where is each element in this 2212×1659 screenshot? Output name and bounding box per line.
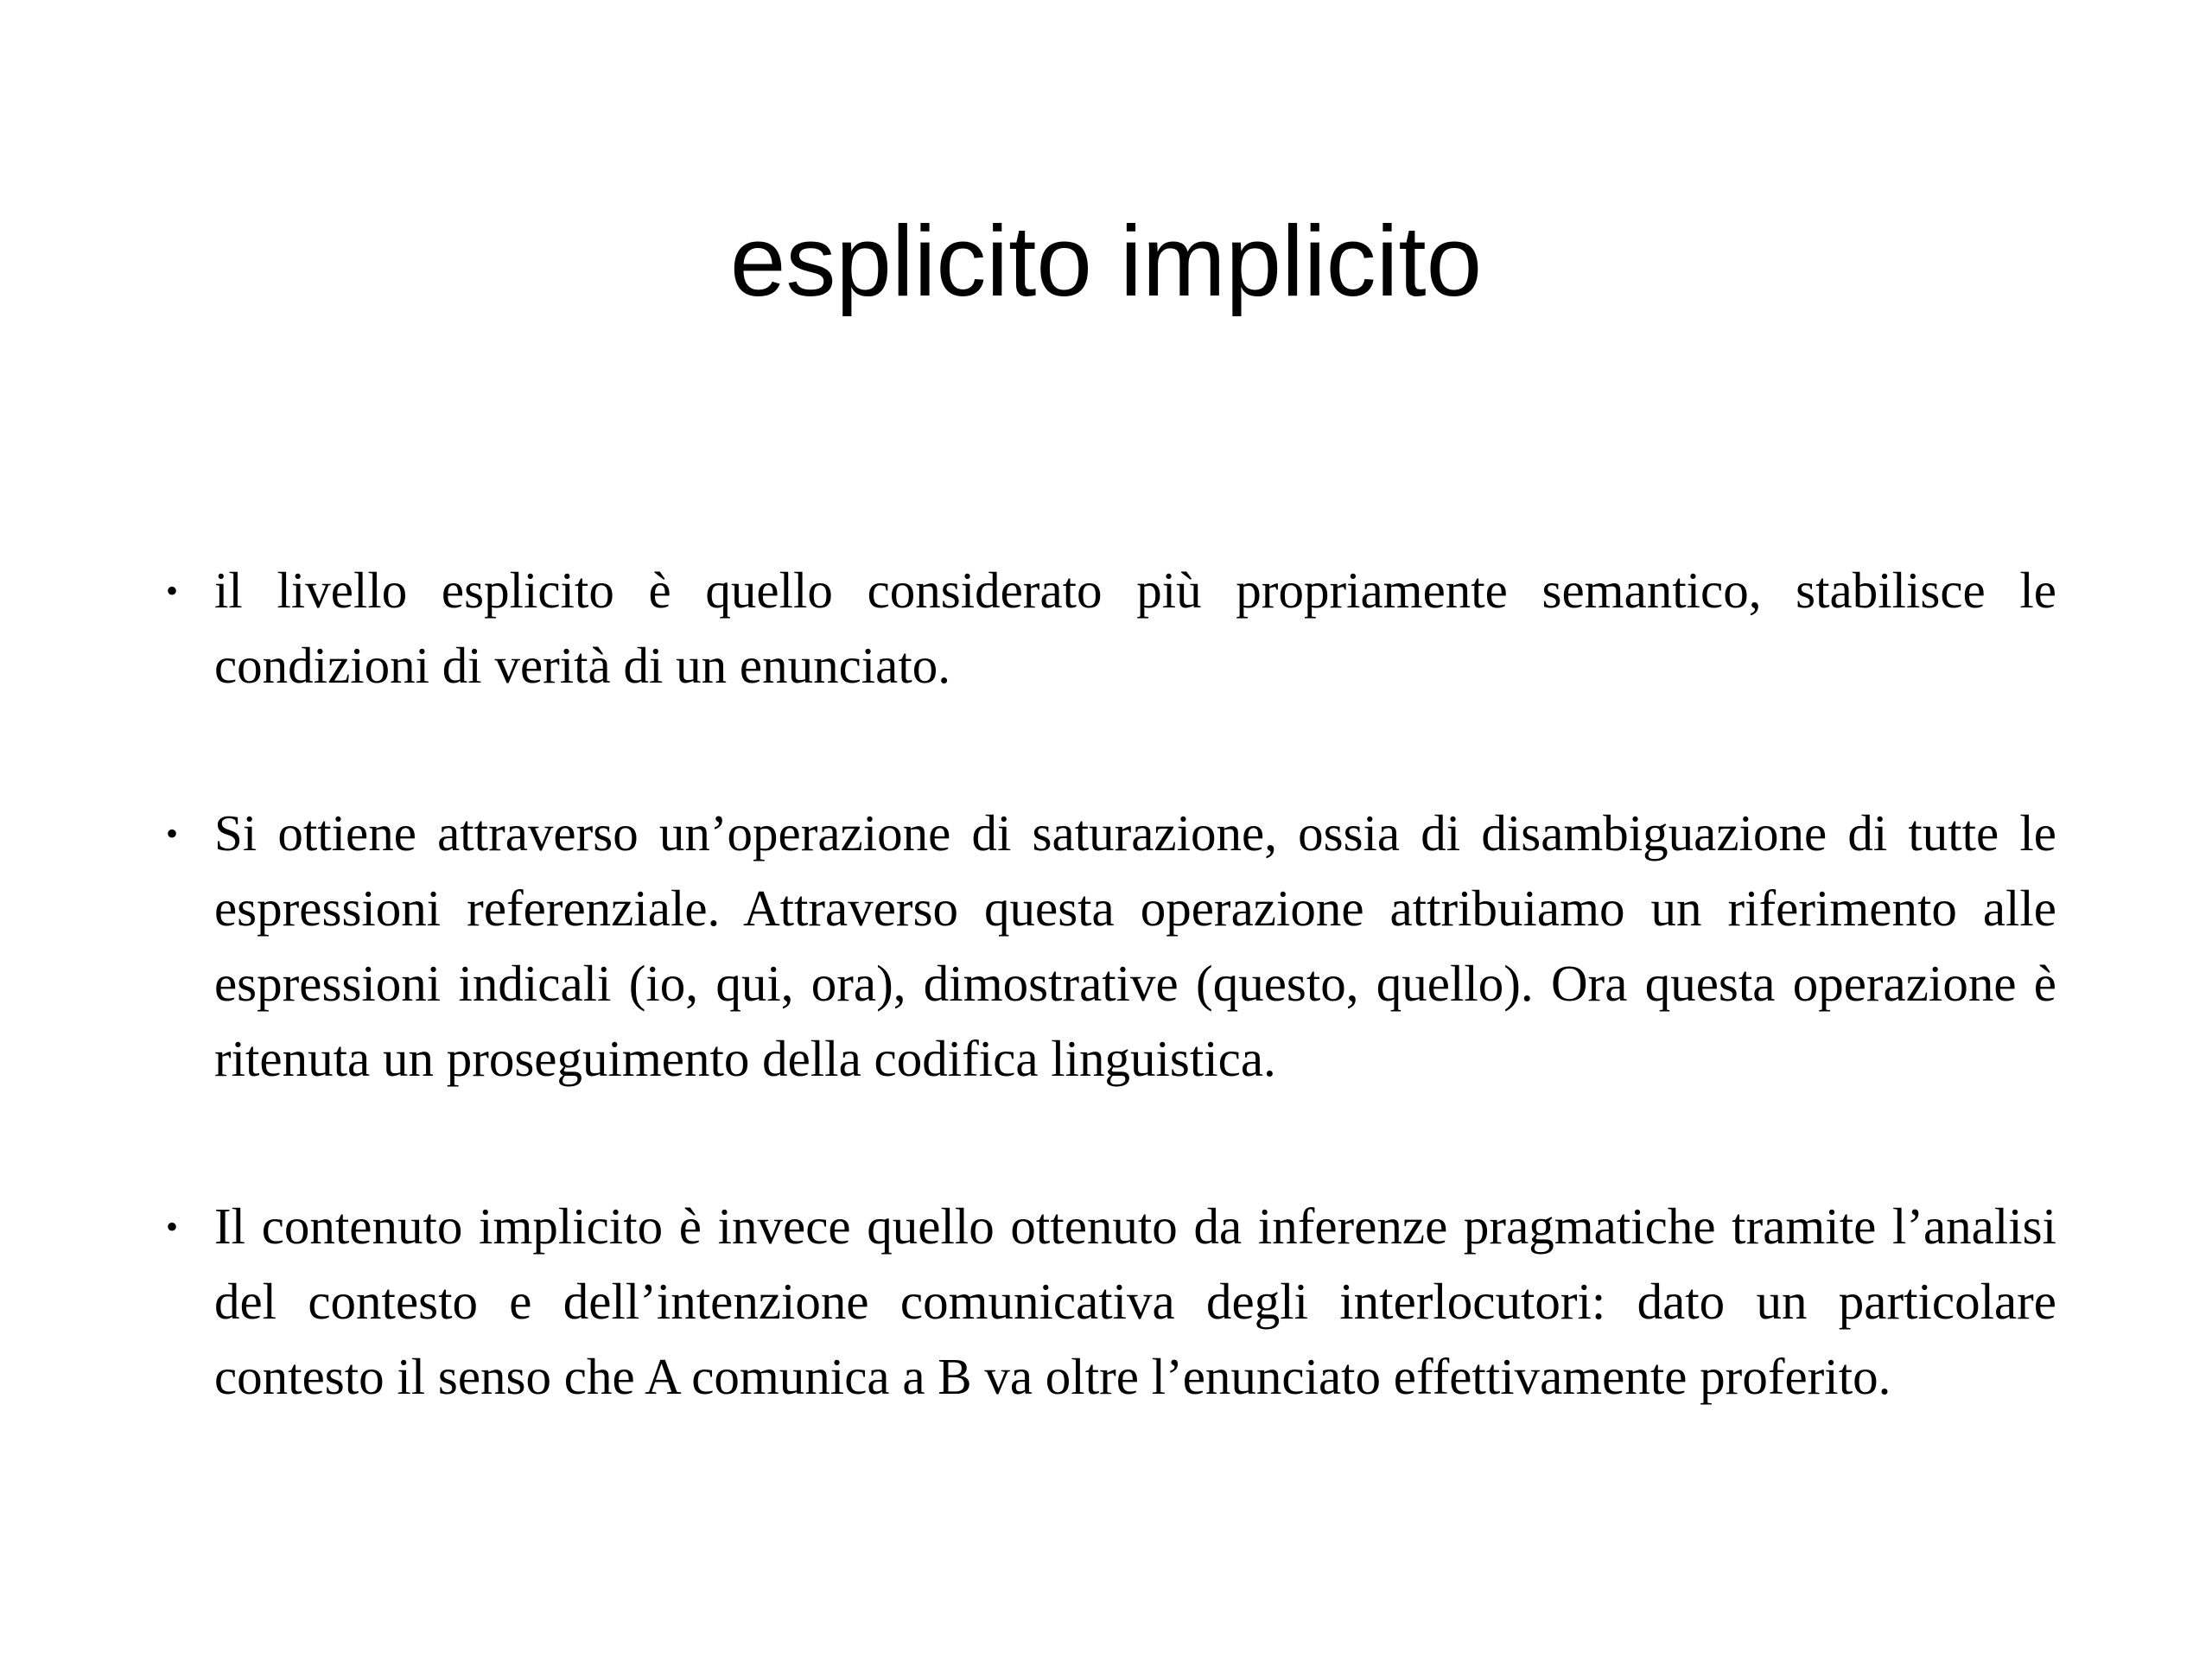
bullet-icon: •: [166, 1207, 179, 1246]
bullet-text: Il contenuto implicito è invece quello ottenuto da inferenze pragmatiche tramite l’analisi del contesto e dell’intenzione comunicativa degli interlocutori: dato un particolare contesto il senso che A comunica a B va oltre l’enunciato effettivamente proferito.: [214, 1198, 2056, 1405]
bullet-icon: •: [166, 814, 179, 853]
bullet-item: [166, 553, 2056, 703]
bullet-icon: •: [166, 571, 179, 610]
bullet-text: Si ottiene attraverso un’operazione di saturazione, ossia di disambiguazione di tutte le espressioni referenziale. Attraverso questa operazione attribuiamo un riferimento alle espressioni indicali (io, qui, ora), dimostrative (questo, quello). Ora questa operazione è ritenuta un proseguimento della codifica linguistica.: [214, 804, 2056, 1087]
slide-title: esplicito implicito: [729, 205, 1483, 317]
bullet-list: [0, 553, 2212, 1507]
bullet-item: [166, 796, 2056, 1096]
bullet-item: [166, 1189, 2056, 1414]
bullet-text: il livello esplicito è quello considerato più propriamente semantico, stabilisce le condizioni di verità di un enunciato.: [214, 562, 2056, 694]
